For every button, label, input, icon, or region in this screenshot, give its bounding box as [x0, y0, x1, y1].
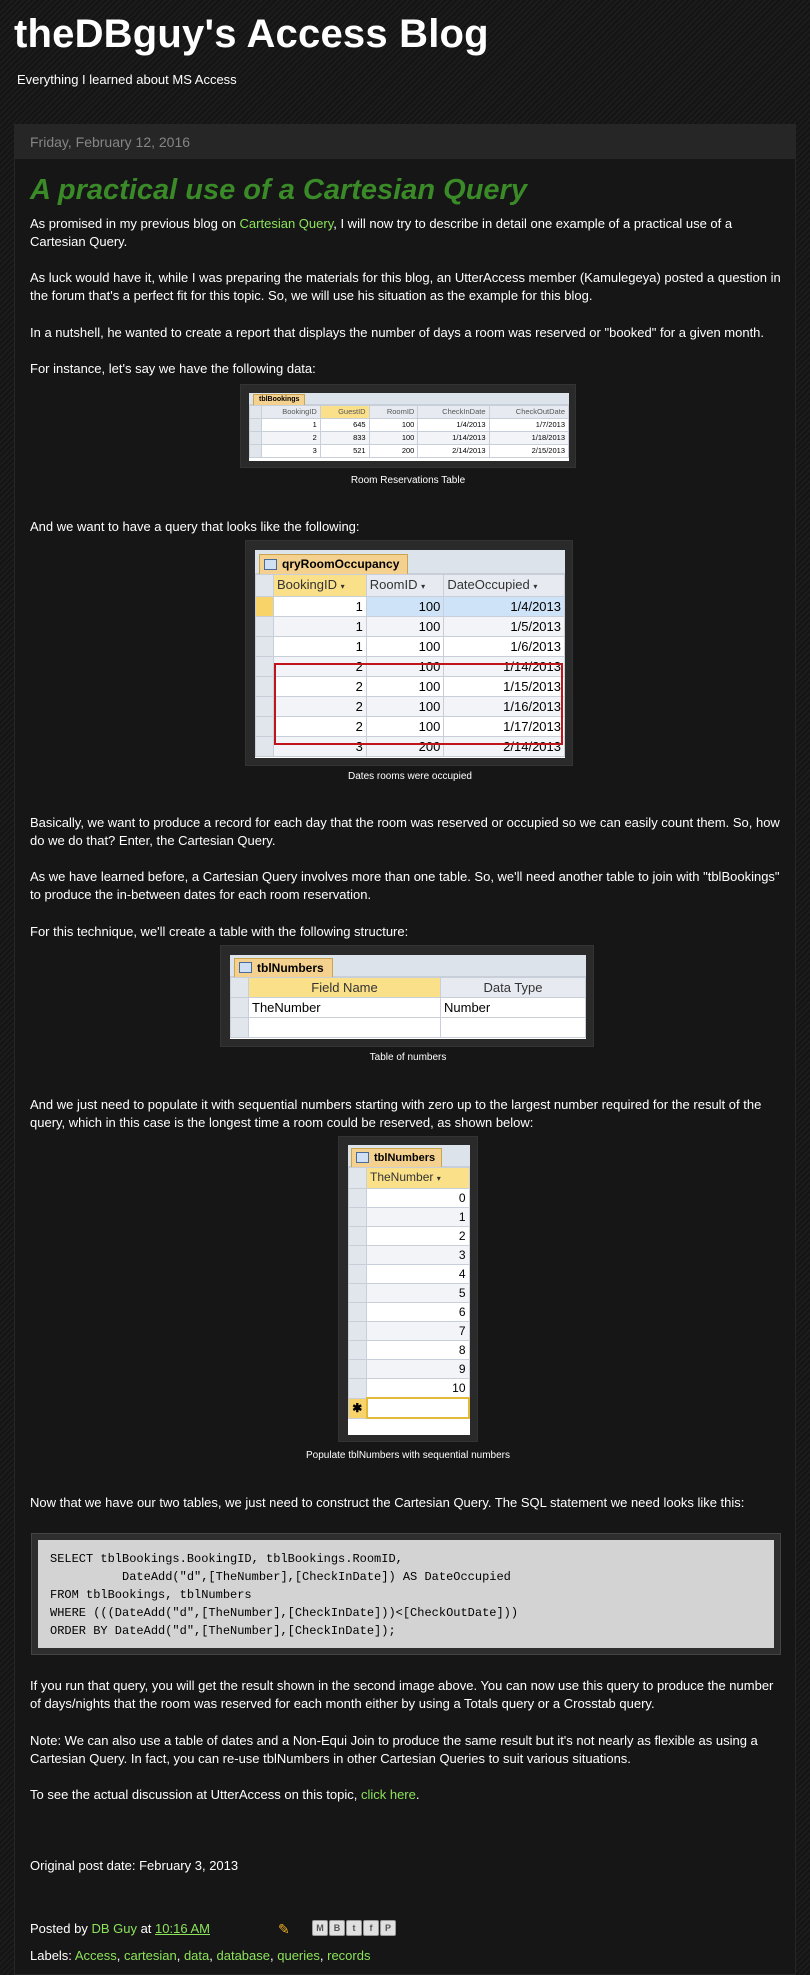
- twitter-share-icon[interactable]: t: [346, 1920, 362, 1936]
- table-tab: [234, 958, 333, 977]
- table-tab-label: tblNumbers: [257, 961, 324, 975]
- date-bar: [15, 125, 795, 159]
- cell: 100: [366, 597, 444, 617]
- cell: 5: [367, 1284, 470, 1303]
- paragraph-technique: For this technique, we'll create a table with the following structure:: [30, 924, 409, 939]
- tblbookings-image: [240, 384, 576, 468]
- table-row: [256, 617, 565, 637]
- dropdown-arrow-icon: ▾: [436, 1174, 441, 1183]
- paragraph-text: .: [415, 1787, 420, 1802]
- design-table: [230, 977, 586, 1038]
- at-label: at: [136, 1921, 156, 1936]
- cell: 100: [366, 617, 444, 637]
- table-icon: [239, 962, 252, 973]
- cell: 2: [262, 432, 321, 445]
- table-row: [256, 637, 565, 657]
- cell: 645: [320, 419, 369, 432]
- column-header: BookingID ▾: [274, 575, 367, 597]
- new-record-icon: ✱: [349, 1398, 367, 1418]
- column-header: DateOccupied ▾: [444, 575, 565, 597]
- cell: 1/17/2013: [444, 717, 565, 737]
- cell: 2: [274, 717, 367, 737]
- figure-caption: Dates rooms were occupied: [348, 771, 472, 782]
- cell: 521: [320, 445, 369, 458]
- table-row: [349, 1208, 470, 1227]
- cell: Number: [441, 998, 586, 1018]
- cell: 2/14/2013: [444, 737, 565, 757]
- cell: 2: [367, 1227, 470, 1246]
- cell: 2/14/2013: [418, 445, 489, 458]
- table-tab: [351, 1148, 442, 1167]
- table-row: [349, 1284, 470, 1303]
- paragraph-luck: As luck would have it, while I was preparing the materials for this blog, an UtterAccess member (Kamulegeya) posted a question in the forum that's a perfect fit for this topic. So, we will use his situation as the example for this blog.: [30, 270, 781, 303]
- cell: 7: [367, 1322, 470, 1341]
- label-link-queries[interactable]: queries: [277, 1948, 320, 1963]
- labels-line: Labels: Access, cartesian, data, database, queries, records: [30, 1948, 371, 1963]
- cell: 1: [274, 617, 367, 637]
- cell: 4: [367, 1265, 470, 1284]
- table-row: [256, 597, 565, 617]
- table-row: [349, 1360, 470, 1379]
- table-row: [250, 432, 569, 445]
- table-tab: tblBookings: [253, 394, 305, 405]
- table-row: [349, 1379, 470, 1399]
- pinterest-share-icon[interactable]: P: [380, 1920, 396, 1936]
- column-header: Field Name: [249, 978, 441, 998]
- original-post-date: Original post date: February 3, 2013: [30, 1858, 239, 1873]
- label-link-cartesian[interactable]: cartesian: [123, 1948, 177, 1963]
- table-row: [349, 1303, 470, 1322]
- cell: 100: [369, 432, 418, 445]
- author-link[interactable]: DB Guy: [91, 1921, 137, 1936]
- cell: 6: [367, 1303, 470, 1322]
- cell: 200: [366, 737, 444, 757]
- table-row: [349, 1322, 470, 1341]
- paragraph-text: To see the actual discussion at UtterAccess on this topic,: [30, 1787, 361, 1802]
- numbers-table: [348, 1167, 470, 1419]
- cell: 1: [262, 419, 321, 432]
- cell: 833: [320, 432, 369, 445]
- table-row: [349, 1246, 470, 1265]
- table-row: [349, 1189, 470, 1208]
- paragraph-nutshell: In a nutshell, he wanted to create a report that displays the number of days a room was reserved or "booked" for a given month.: [30, 325, 765, 340]
- cell: 100: [369, 419, 418, 432]
- blog-title[interactable]: theDBguy's Access Blog: [14, 12, 489, 56]
- paragraph-populate: And we just need to populate it with sequential numbers starting with zero up to the largest number required for the result of the query, which in this case is the longest time a room could be reserved, as shown below:: [30, 1097, 762, 1130]
- cell: 1/15/2013: [444, 677, 565, 697]
- column-header: RoomID ▾: [366, 575, 444, 597]
- cell: 3: [274, 737, 367, 757]
- paragraph-text: As promised in my previous blog on: [30, 216, 240, 231]
- labels-label: Labels:: [30, 1948, 75, 1963]
- cell: 1/14/2013: [418, 432, 489, 445]
- cartesian-query-link[interactable]: Cartesian Query: [239, 216, 334, 231]
- paragraph-run-query: If you run that query, you will get the result shown in the second image above. You can now use this query to produce the number of days/nights that the room was reserved for each month either by using a Totals query or a Crosstab query.: [30, 1678, 774, 1711]
- email-share-icon[interactable]: M: [312, 1920, 328, 1936]
- cell: 100: [366, 677, 444, 697]
- blog-header: [14, 10, 794, 90]
- query-tab: [259, 554, 408, 574]
- paragraph-basically: Basically, we want to produce a record for each day that the room was reserved or occupied so we can easily count them. So, how do we do that? Enter, the Cartesian Query.: [30, 815, 780, 848]
- table-row: [349, 1227, 470, 1246]
- query-icon: [264, 559, 277, 570]
- post-title[interactable]: A practical use of a Cartesian Query: [30, 174, 527, 206]
- paragraph-discussion: [30, 1786, 786, 1804]
- blog-description: Everything I learned about MS Access: [17, 72, 237, 87]
- label-link-database[interactable]: database: [216, 1948, 270, 1963]
- highlight-box: [274, 663, 563, 745]
- sql-code-block: SELECT tblBookings.BookingID, tblBookings.RoomID, DateAdd("d",[TheNumber],[CheckInDate]) AS DateOccupied FROM tblBookings, tblNumbers WHERE (((DateAdd("d",[TheNumber],[CheckInDate]))<[CheckOutDate])) ORDER BY DateAdd("d",[TheNumber],[CheckInDate]);: [32, 1534, 780, 1654]
- table-row: [349, 1341, 470, 1360]
- posted-by-label: Posted by: [30, 1921, 92, 1936]
- cell: 9: [367, 1360, 470, 1379]
- cell: 1/4/2013: [418, 419, 489, 432]
- dropdown-arrow-icon: ▾: [533, 582, 538, 591]
- column-header: BookingID: [262, 406, 321, 419]
- dropdown-arrow-icon: ▾: [340, 582, 345, 591]
- cell: 2: [274, 697, 367, 717]
- cell: 1: [367, 1208, 470, 1227]
- paragraph-learned: As we have learned before, a Cartesian Query involves more than one table. So, we'll need another table to join with "tblBookings" to produce the in-between dates for each room reservation.: [30, 869, 780, 902]
- post-footer: [30, 1921, 210, 1936]
- blogthis-share-icon[interactable]: B: [329, 1920, 345, 1936]
- column-header: TheNumber ▾: [367, 1168, 470, 1189]
- label-link-access[interactable]: Access: [74, 1948, 117, 1963]
- table-row: [250, 419, 569, 432]
- cell: 2: [274, 677, 367, 697]
- dropdown-arrow-icon: ▾: [421, 582, 426, 591]
- cell: TheNumber: [249, 998, 441, 1018]
- table-row: [231, 998, 586, 1018]
- cell: 1: [274, 637, 367, 657]
- cell: 1: [274, 597, 367, 617]
- figure-caption: Populate tblNumbers with sequential numbers: [306, 1450, 510, 1461]
- column-header: Data Type: [441, 978, 586, 998]
- table-row: [349, 1265, 470, 1284]
- paragraph-text: , I will now try to describe in detail one example of a practical use of a Cartesian Query.: [30, 216, 733, 249]
- cell: 2: [274, 657, 367, 677]
- edit-pencil-icon[interactable]: ✎: [278, 1921, 290, 1937]
- paragraph-two-tables: Now that we have our two tables, we just need to construct the Cartesian Query. The SQL statement we need looks like this:: [30, 1495, 745, 1510]
- new-record-row: [349, 1398, 470, 1418]
- tblnumbers-data-image: [338, 1136, 478, 1442]
- timestamp-link[interactable]: 10:16 AM: [155, 1921, 210, 1936]
- table-row: [231, 1018, 586, 1038]
- label-link-records[interactable]: records: [327, 1948, 371, 1963]
- cell: 100: [366, 637, 444, 657]
- cell: 1/14/2013: [444, 657, 565, 677]
- qryroomoccupancy-image: [245, 540, 573, 766]
- table-icon: [356, 1152, 369, 1163]
- cell: 100: [366, 697, 444, 717]
- tblnumbers-design-image: [220, 945, 594, 1047]
- cell: 3: [262, 445, 321, 458]
- cell: 2/15/2013: [489, 445, 568, 458]
- cell: 1/6/2013: [444, 637, 565, 657]
- cell: 1/4/2013: [444, 597, 565, 617]
- cell: 1/18/2013: [489, 432, 568, 445]
- click-here-link[interactable]: click here: [360, 1787, 416, 1802]
- paragraph-note: Note: We can also use a table of dates and a Non-Equi Join to produce the same result but it's not nearly as flexible as using a Cartesian Query. In fact, you can re-use tblNumbers in other Cartesian Queries to suit various situations.: [30, 1733, 758, 1766]
- figure-caption: Room Reservations Table: [350, 475, 466, 486]
- column-header: GuestID: [320, 406, 369, 419]
- table-tab-label: tblNumbers: [374, 1152, 436, 1164]
- cell: 1/7/2013: [489, 419, 568, 432]
- tblbookings-table: [249, 405, 569, 458]
- column-header: RoomID: [369, 406, 418, 419]
- figure-caption: Table of numbers: [369, 1052, 447, 1063]
- paragraph-intro: [30, 215, 786, 251]
- cell: 1/16/2013: [444, 697, 565, 717]
- cell: 1/5/2013: [444, 617, 565, 637]
- facebook-share-icon[interactable]: f: [363, 1920, 379, 1936]
- paragraph-want-query: And we want to have a query that looks like the following:: [30, 519, 360, 534]
- cell: 0: [367, 1189, 470, 1208]
- label-link-data[interactable]: data: [183, 1948, 210, 1963]
- paragraph-instance: For instance, let's say we have the following data:: [30, 361, 316, 376]
- cell: 100: [366, 657, 444, 677]
- table-row: [250, 445, 569, 458]
- cell: 10: [367, 1379, 470, 1399]
- date-header: Friday, February 12, 2016: [30, 134, 191, 150]
- cell: 3: [367, 1246, 470, 1265]
- query-tab-label: qryRoomOccupancy: [282, 557, 400, 571]
- column-header: CheckInDate: [418, 406, 489, 419]
- column-header: CheckOutDate: [489, 406, 568, 419]
- share-buttons: [312, 1919, 397, 1936]
- cell: 100: [366, 717, 444, 737]
- cell: 8: [367, 1341, 470, 1360]
- cell: 200: [369, 445, 418, 458]
